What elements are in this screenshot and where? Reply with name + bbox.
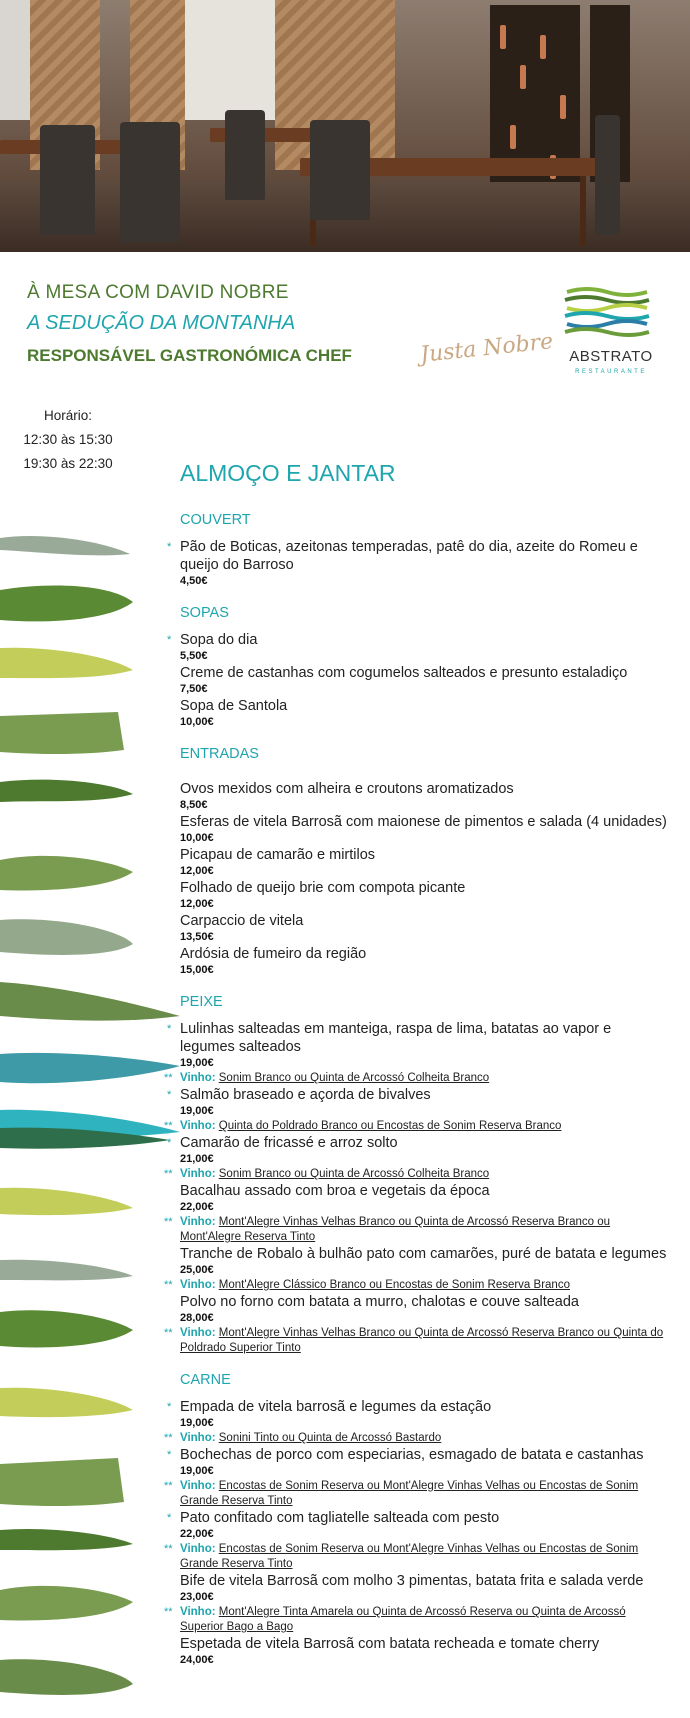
menu-item: [180, 912, 670, 945]
wine-label: Vinho:: [180, 1279, 216, 1291]
menu-item: [180, 1245, 670, 1278]
chef-signature: Justa Nobre: [419, 329, 555, 368]
logo-subtitle: RESTAURANTE: [575, 369, 647, 375]
menu-item: [167, 1020, 670, 1071]
item-name: Sopa do dia: [180, 632, 258, 648]
wine-link[interactable]: Encostas de Sonim Reserva ou Mont'Alegre Vinhas Velhas ou Encostas de Sonim Grande Reserva Tinto: [180, 1543, 639, 1570]
menu: [164, 460, 670, 1684]
wine-mark: **: [164, 1279, 173, 1291]
section-couvert: [167, 512, 670, 589]
item-name: Pão de Boticas, azeitonas temperadas, patê do dia, azeite do Romeu e queijo do Barroso: [180, 539, 638, 573]
item-name: Picapau de camarão e mirtilos: [180, 847, 376, 863]
wine-mark: **: [164, 1120, 173, 1132]
wine-link[interactable]: Mont'Alegre Vinhas Velhas Branco ou Quinta de Arcossó Reserva Branco ou Mont'Alegre Reserva Tinto: [180, 1216, 611, 1243]
item-mark: *: [167, 634, 172, 646]
wine-label: Vinho:: [180, 1543, 216, 1555]
wine-mark: **: [164, 1168, 173, 1180]
wine-mark: **: [164, 1432, 173, 1444]
wine-mark: **: [164, 1480, 173, 1492]
item-mark: *: [167, 1089, 172, 1101]
hours-lunch: 12:30 às 15:30: [23, 432, 113, 447]
section-carne: [164, 1372, 670, 1668]
item-name: Folhado de queijo brie com compota picante: [180, 880, 466, 896]
menu-item: [167, 631, 670, 664]
item-name: Salmão braseado e açorda de bivalves: [180, 1087, 431, 1103]
wine-mark: **: [164, 1327, 173, 1339]
item-name: Bochechas de porco com especiarias, esmagado de batata e castanhas: [180, 1447, 644, 1463]
item-mark: *: [167, 1137, 172, 1149]
menu-item: [167, 1509, 670, 1542]
item-price: 22,00€: [180, 1201, 214, 1213]
item-price: 8,50€: [180, 799, 208, 811]
header-line1: À MESA COM DAVID NOBRE: [27, 282, 289, 303]
item-price: 28,00€: [180, 1312, 214, 1324]
wine-pairing: [164, 1605, 670, 1635]
wine-pairing: [164, 1215, 670, 1245]
item-name: Empada de vitela barrosã e legumes da estação: [180, 1399, 492, 1415]
item-name: Bife de vitela Barrosã com molho 3 pimentas, batata frita e salada verde: [180, 1573, 644, 1589]
wine-pairing: [164, 1071, 670, 1086]
menu-item: [180, 664, 670, 697]
wine-label: Vinho:: [180, 1120, 216, 1132]
item-price: 22,00€: [180, 1528, 214, 1540]
item-name: Bacalhau assado com broa e vegetais da época: [180, 1183, 490, 1199]
wine-link[interactable]: Sonini Tinto ou Quinta de Arcossó Bastardo: [218, 1432, 442, 1444]
wine-link[interactable]: Quinta do Poldrado Branco ou Encostas de Sonim Reserva Branco: [218, 1120, 562, 1132]
menu-item: [180, 846, 670, 879]
menu-item: [180, 1572, 670, 1605]
wine-pairing: [164, 1326, 670, 1356]
item-mark: *: [167, 1401, 172, 1413]
wine-pairing: [164, 1542, 670, 1572]
item-price: 21,00€: [180, 1153, 214, 1165]
item-name: Carpaccio de vitela: [180, 913, 304, 929]
wine-link[interactable]: Encostas de Sonim Reserva ou Mont'Alegre Vinhas Velhas ou Encostas de Sonim Grande Reserva Tinto: [180, 1480, 639, 1507]
menu-item: [180, 780, 670, 813]
section-title: SOPAS: [180, 605, 229, 621]
header-block: [27, 282, 352, 370]
item-price: 15,00€: [180, 964, 214, 976]
item-price: 12,00€: [180, 898, 214, 910]
wine-label: Vinho:: [180, 1216, 216, 1228]
item-mark: *: [167, 1023, 172, 1035]
wine-pairing: [164, 1278, 670, 1293]
item-mark: *: [167, 1512, 172, 1524]
wine-link[interactable]: Sonim Branco ou Quinta de Arcossó Colheita Branco: [218, 1168, 490, 1180]
item-price: 23,00€: [180, 1591, 214, 1603]
item-name: Sopa de Santola: [180, 698, 288, 714]
item-name: Creme de castanhas com cogumelos salteados e presunto estaladiço: [180, 665, 628, 681]
wine-label: Vinho:: [180, 1606, 216, 1618]
section-title: CARNE: [180, 1372, 231, 1388]
item-price: 24,00€: [180, 1654, 214, 1666]
wine-label: Vinho:: [180, 1432, 216, 1444]
menu-item: [167, 1134, 670, 1167]
brush-strokes-decoration: [0, 520, 190, 1718]
item-price: 19,00€: [180, 1465, 214, 1477]
wine-label: Vinho:: [180, 1327, 216, 1339]
item-name: Lulinhas salteadas em manteiga, raspa de lima, batatas ao vapor e legumes salteados: [180, 1021, 612, 1055]
menu-item: [180, 1293, 670, 1326]
menu-item: [167, 1446, 670, 1479]
menu-item: [180, 1182, 670, 1215]
item-price: 12,00€: [180, 865, 214, 877]
section-entradas: [180, 746, 670, 978]
wine-mark: **: [164, 1606, 173, 1618]
item-name: Camarão de fricassé e arroz solto: [180, 1135, 398, 1151]
item-price: 25,00€: [180, 1264, 214, 1276]
item-price: 19,00€: [180, 1105, 214, 1117]
section-peixe: [164, 994, 670, 1356]
wine-mark: **: [164, 1216, 173, 1228]
wine-link[interactable]: Mont'Alegre Vinhas Velhas Branco ou Quinta de Arcossó Reserva Branco ou Quinta do Poldrado Superior Tinto: [180, 1327, 664, 1354]
logo-name: ABSTRATO: [569, 348, 653, 365]
menu-title: ALMOÇO E JANTAR: [180, 460, 396, 486]
item-mark: *: [167, 1449, 172, 1461]
section-title: ENTRADAS: [180, 746, 259, 762]
wine-pairing: [164, 1431, 670, 1446]
wine-label: Vinho:: [180, 1480, 216, 1492]
wine-pairing: [164, 1119, 670, 1134]
hours-label: Horário:: [43, 408, 92, 423]
hours-dinner: 19:30 às 22:30: [23, 456, 113, 471]
menu-item: [167, 538, 670, 589]
wine-link[interactable]: Mont'Alegre Clássico Branco ou Encostas de Sonim Reserva Branco: [218, 1279, 570, 1291]
item-price: 19,00€: [180, 1417, 214, 1429]
item-name: Ardósia de fumeiro da região: [180, 946, 367, 962]
item-price: 5,50€: [180, 650, 208, 662]
menu-item: [180, 813, 670, 846]
wine-pairing: [164, 1167, 670, 1182]
wine-link[interactable]: Sonim Branco ou Quinta de Arcossó Colheita Branco: [218, 1072, 490, 1084]
menu-item: [167, 1398, 670, 1431]
item-price: 7,50€: [180, 683, 208, 695]
menu-item: [180, 945, 670, 978]
section-title: COUVERT: [180, 512, 251, 528]
item-price: 19,00€: [180, 1057, 214, 1069]
item-price: 10,00€: [180, 716, 214, 728]
wine-link[interactable]: Mont'Alegre Tinta Amarela ou Quinta de Arcossó Reserva ou Quinta de Arcossó Superior Bago a Bago: [180, 1606, 626, 1633]
section-sopas: [167, 605, 670, 730]
wine-label: Vinho:: [180, 1072, 216, 1084]
menu-item: [180, 879, 670, 912]
item-name: Espetada de vitela Barrosã com batata recheada e tomate cherry: [180, 1636, 600, 1652]
section-title: PEIXE: [180, 994, 223, 1010]
item-price: 4,50€: [180, 575, 208, 587]
opening-hours: [18, 404, 118, 476]
item-name: Tranche de Robalo à bulhão pato com camarões, puré de batata e legumes: [180, 1246, 667, 1262]
wine-label: Vinho:: [180, 1168, 216, 1180]
wine-pairing: [164, 1479, 670, 1509]
wine-mark: **: [164, 1072, 173, 1084]
header-line3: RESPONSÁVEL GASTRONÓMICA CHEF: [27, 346, 352, 365]
menu-item: [180, 1635, 670, 1668]
item-price: 13,50€: [180, 931, 214, 943]
header-line2: A SEDUÇÃO DA MONTANHA: [27, 312, 296, 334]
item-mark: *: [167, 541, 172, 553]
item-name: Ovos mexidos com alheira e croutons aromatizados: [180, 781, 514, 797]
restaurant-photo: [0, 0, 690, 252]
menu-item: [167, 1086, 670, 1119]
menu-item: [180, 697, 670, 730]
item-name: Esferas de vitela Barrosã com maionese de pimentos e salada (4 unidades): [180, 814, 667, 830]
abstrato-logo-icon: [563, 284, 651, 344]
item-name: Pato confitado com tagliatelle salteada com pesto: [180, 1510, 500, 1526]
item-price: 10,00€: [180, 832, 214, 844]
item-name: Polvo no forno com batata a murro, chalotas e couve salteada: [180, 1294, 579, 1310]
wine-mark: **: [164, 1543, 173, 1555]
